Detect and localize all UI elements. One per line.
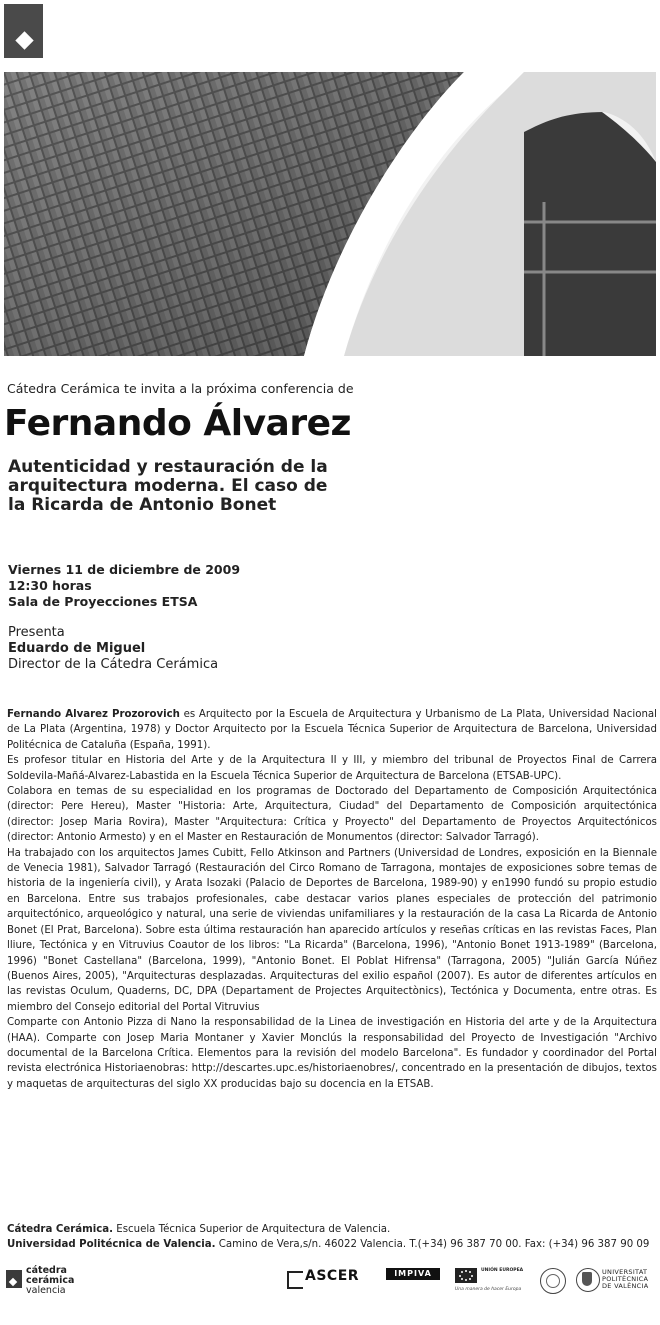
university-seal-icon: [540, 1268, 566, 1294]
eu-logo-title: UNIÓN EUROPEA: [481, 1268, 524, 1273]
lecture-title: [8, 458, 368, 515]
footer-line: [7, 1238, 649, 1253]
ascer-logo: [287, 1268, 375, 1294]
impiva-logo-text: IMPIVA: [386, 1268, 440, 1280]
logo-text: valencia: [26, 1285, 66, 1296]
bio-paragraph: [7, 707, 657, 753]
event-date: Viernes 11 de diciembre de 2009: [8, 562, 241, 577]
lecture-title-line: la Ricarda de Antonio Bonet: [8, 495, 277, 515]
logo-text: cátedra: [26, 1265, 67, 1276]
bio-name-lead: Fernando Alvarez Prozorovich: [7, 709, 180, 720]
bio-paragraph: Comparte con Antonio Pizza di Nano la responsabilidad de la Linea de investigación en Historia del arte y de la Arquitectura (HAA). Comparte con Josep Maria Montaner y Xavier Monclús la responsabilidad del Proyecto de Investigación "Archivo documental de la Barcelona Crítica. Elementos para la revisión del modelo Barcelona". Es fundador y coordinador del Portal revista electrónica Historiaenobras: http://descartes.upc.es/historiaenobres/, concentrado en la presentación de dibujos, textos y maquetas de arquitecturas del siglo XX producidas bajo su docencia en la ETSAB.: [7, 1017, 657, 1090]
upv-logo-text: POLITÈCNICA: [602, 1275, 649, 1283]
event-time: 12:30 horas: [8, 578, 92, 593]
upv-crest-icon: [576, 1268, 600, 1292]
upv-logo-text: DE VALÈNCIA: [602, 1282, 649, 1290]
catedra-ceramica-valencia-logo: [6, 1266, 96, 1302]
bio-paragraph: Ha trabajado con los arquitectos James Cubitt, Fello Atkinson and Partners (Universidad de Londres, exposición en la Biennale de Venecia 1981), Salvador Tarragó (Restauración del Circo Romano de Tarragona, montajes de exposiciones sobre temas de historia de la ingeniería civil), y Arata Isozaki (Palacio de Deportes de Barcelona, 1989-90) y en1990 fundó su propio estudio en Barcelona. Entre sus trabajos profesionales, cabe destacar varios planes especiales de protección del patrimonio arquitectónico, arqueológico y natural, una serie de viviendas unifamiliares y la restauración de la casa La Ricarda de Antonio Bonet (El Prat, Barcelona). Sobre esta última restauración han aparecido artículos y reseñas críticas en las revistas Faces, Plan lliure, Tectónica y en Vitruvius Coautor de los libros: "La Ricarda" (Barcelona, 1996), "Antonio Bonet 1913-1989" (Barcelona, 1996) "Bonet Castellana" (Barcelona, 1999), "Antonio Bonet. El Poblat Hifrensa" (Tarragona, 2005) "Julián García Núñez (Buenos Aires, 2005), "Arquitecturas desplazadas. Arquitecturas del exilio español (2007). Es autor de diferentes artículos en las revistas Oculum, Quaderns, DC, DPA (Departament de Projectes Arquitectònics), Tectónica y Documenta, entre otras. Es miembro del Consejo editorial del Portal Vitruvius: [7, 847, 657, 1013]
upv-logo: [576, 1268, 658, 1294]
impiva-logo: [386, 1268, 442, 1294]
presenter-block: [8, 625, 218, 673]
presenter-role: Director de la Cátedra Cerámica: [8, 657, 219, 672]
bio-paragraph: Colabora en temas de su especialidad en los programas de Doctorado del Departamento de Composición Arquitectónica (director: Pere Hereu), Master "Historia: Arte, Arquitectura, Ciudad" del Departamento de Composición arquitectónica (director: Josep Maria Rovira), Master "Arquitectura: Crítica y Proyecto" del Departamento de Proyectos Arquitectónicos (director: Antonio Armesto) y en el Master en Restauración de Monumentos (director: Salvador Tarragó).: [7, 786, 657, 844]
eu-flag-icon: [455, 1268, 477, 1283]
footer-university: Universidad Politécnica de Valencia.: [7, 1238, 216, 1250]
footer-line: [7, 1223, 649, 1238]
footer-address: Camino de Vera,s/n. 46022 Valencia. T.(+34) 96 387 70 00. Fax: (+34) 96 387 90 09: [215, 1238, 650, 1250]
contact-footer: [7, 1223, 649, 1252]
catedra-ceramica-logo: [4, 4, 43, 58]
presenter-label: Presenta: [8, 625, 65, 640]
lecture-title-line: arquitectura moderna. El caso de: [8, 476, 328, 496]
lecture-title-line: Autenticidad y restauración de la: [8, 457, 328, 477]
speaker-name: Fernando Álvarez: [4, 403, 351, 444]
event-venue: Sala de Proyecciones ETSA: [8, 594, 198, 609]
event-details: [8, 562, 240, 610]
bio-paragraph: Es profesor titular en Historia del Arte y de la Arquitectura II y III, y miembro del tribunal de Proyectos Final de Carrera Soldevila-Mañá-Alvarez-Labastida en la Escuela Técnica Superior de Arquitectura de Barcelona (ETSAB-UPC).: [7, 755, 657, 782]
logo-text: cerámica: [26, 1275, 75, 1286]
ascer-logo-text: ASCER: [305, 1268, 360, 1284]
bio-text: es Arquitecto por la Escuela de Arquitectura y Urbanismo de La Plata, Universidad Nacional de La Plata (Argentina, 1978) y Doctor Arquitecto por la Escuela Técnica Superior de Arquitectura de Barcelona, Universidad Politécnica de Cataluña (España, 1991).: [7, 709, 657, 751]
upv-logo-text: UNIVERSITAT: [602, 1268, 648, 1276]
european-union-logo: [455, 1268, 530, 1294]
footer-text: Escuela Técnica Superior de Arquitectura de Valencia.: [113, 1224, 391, 1235]
invitation-line: Cátedra Cerámica te invita a la próxima conferencia de: [7, 381, 354, 396]
speaker-biography: [7, 707, 657, 1092]
tiled-vault-arch-photo: [4, 72, 656, 356]
footer-org: Cátedra Cerámica.: [7, 1224, 114, 1235]
eu-logo-tagline: Una manera de hacer Europa: [455, 1287, 522, 1292]
presenter-name: Eduardo de Miguel: [8, 641, 146, 656]
